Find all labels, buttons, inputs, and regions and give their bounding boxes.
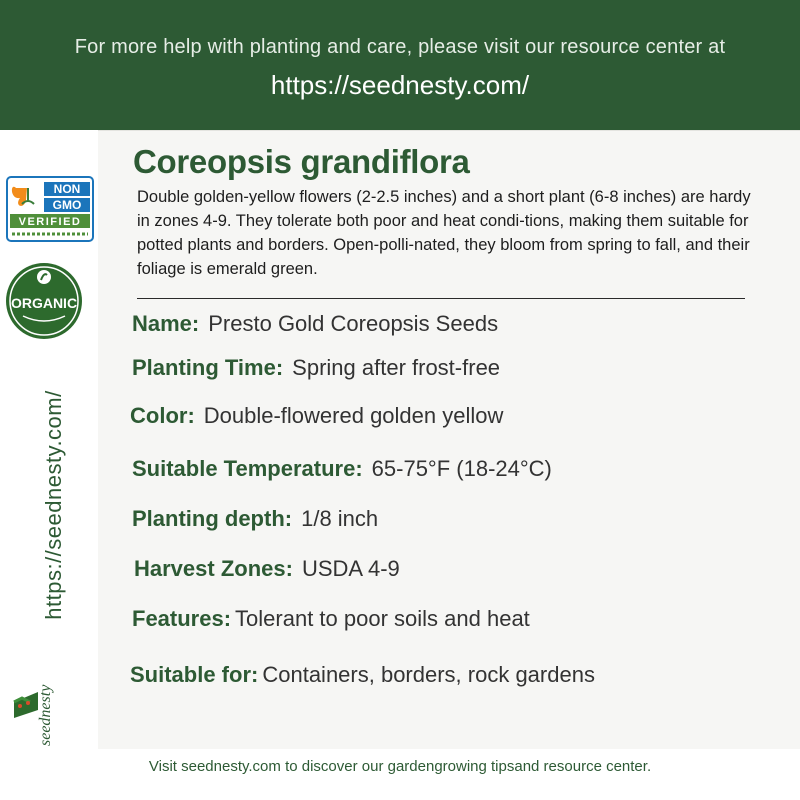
banner-url-link[interactable]: https://seednesty.com/: [270, 70, 530, 100]
verified-text: VERIFIED: [18, 216, 82, 228]
vertical-url[interactable]: https://seednesty.com/: [41, 390, 66, 620]
top-banner: [0, 0, 800, 130]
spec-suitable-for: Suitable for: Containers, borders, rock gardens: [130, 662, 595, 687]
spec-suitable-temperature: Suitable Temperature: 65-75°F (18-24°C): [132, 456, 552, 481]
footer-text: Visit seednesty.com to discover our gardengrowing tipsand resource center.: [148, 758, 652, 775]
product-description: Double golden-yellow flowers (2-2.5 inches) and a short plant (6-8 inches) are hardy in zones 4-9. They tolerate both poor and heat condi-tions, making them suitable for potted plants and borders. Open-polli-nated, they bloom from spring to fall, and their foliage is emerald green.: [137, 188, 751, 278]
non-text: NON: [53, 182, 81, 196]
spec-color: Color: Double-flowered golden yellow: [130, 403, 504, 428]
divider: [137, 298, 745, 299]
organic-text: ORGANIC: [10, 295, 78, 311]
gmo-text: GMO: [52, 198, 82, 212]
spec-planting-depth: Planting depth: 1/8 inch: [132, 506, 379, 531]
seed-box-icon: [14, 692, 38, 718]
spec-features: Features: Tolerant to poor soils and heat: [132, 606, 530, 631]
spec-name: Name: Presto Gold Coreopsis Seeds: [132, 311, 499, 336]
spec-harvest-zones: Harvest Zones: USDA 4-9: [134, 556, 400, 581]
product-title: Coreopsis grandiflora: [133, 143, 470, 180]
organic-badge: [5, 262, 83, 340]
logo-wordmark: seednesty: [37, 684, 54, 746]
non-gmo-verified-badge: [6, 176, 94, 242]
spec-planting-time: Planting Time: Spring after frost-free: [132, 355, 501, 380]
leaf-icon: [37, 270, 51, 284]
banner-help-text: For more help with planting and care, please visit our resource center at: [74, 36, 726, 58]
seednesty-logo: [8, 662, 70, 748]
